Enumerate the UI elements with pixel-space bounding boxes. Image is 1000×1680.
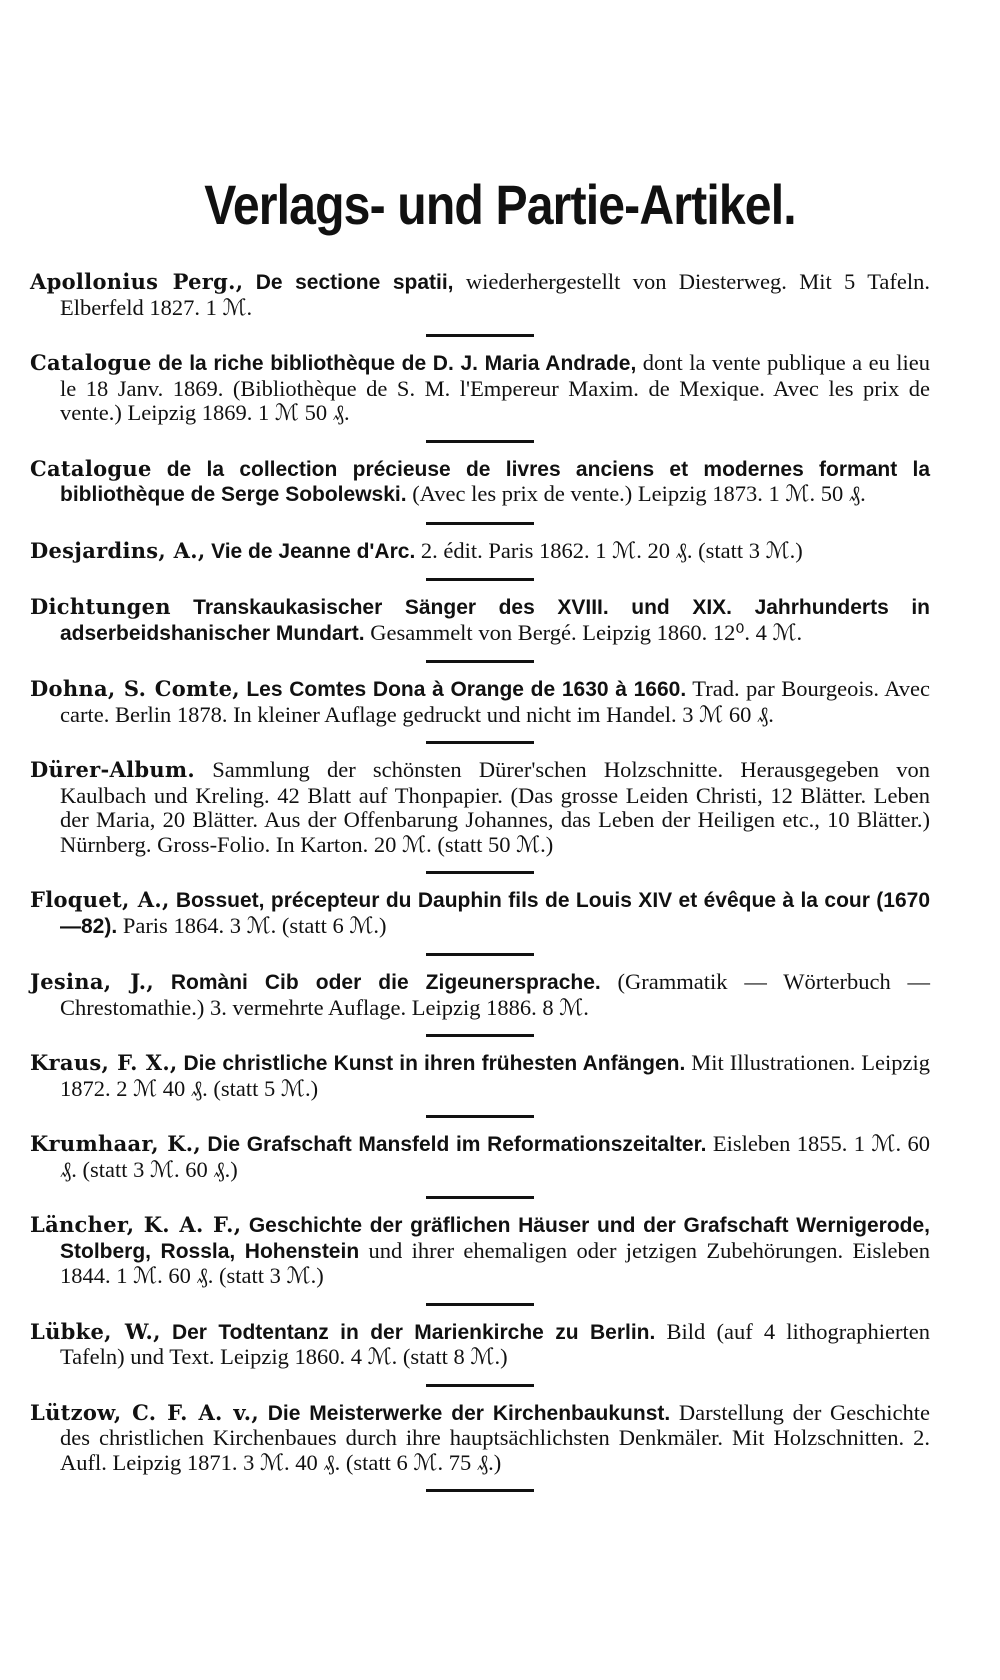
entry-details: (Grammatik — Wörterbuch — Chrestomathie.) 3. vermehrte Auflage. Leipzig 1886. 8 ℳ. (60, 969, 931, 1020)
entry-author: Dohna, S. Comte, (30, 676, 240, 701)
catalogue-entry (30, 1132, 930, 1182)
separator-rule (426, 440, 534, 443)
separator-rule (426, 660, 534, 663)
entry-title: Geschichte der gräflichen Häuser und der Grafschaft Wernigerode, Stolberg, Rossla, Hohenstein (60, 1214, 931, 1263)
separator-rule (426, 578, 534, 581)
entry-details: Eisleben 1855. 1 ℳ. 60 ₰. (statt 3 ℳ. 60 ₰.) (60, 1131, 931, 1182)
entry-author: Dichtungen (30, 594, 171, 619)
separator-rule (426, 1384, 534, 1387)
catalogue-entry (30, 595, 930, 646)
entry-details: und ihrer ehemaligen oder jetzigen Zubehörungen. Eisleben 1844. 1 ℳ. 60 ₰. (statt 3 ℳ.) (60, 1237, 930, 1288)
separator-rule (426, 953, 534, 956)
entry-details: (Avec les prix de vente.) Leipzig 1873. 1 ℳ. 50 ₰. (412, 481, 866, 506)
separator-rule (426, 334, 534, 337)
page-title: Verlags- und Partie-Artikel. (204, 173, 796, 236)
catalogue-entry (30, 758, 930, 857)
entry-title: Die christliche Kunst in ihren frühesten Anfängen. (183, 1052, 686, 1075)
entry-details: dont la vente publique a eu lieu le 18 Janv. 1869. (Bibliothèque de S. M. l'Empereur Maxim. de Mexique. Avec les prix de vente.) Leipzig 1869. 1 ℳ 50 ₰. (60, 350, 931, 425)
separator-rule (426, 741, 534, 744)
entry-author: Catalogue (30, 455, 152, 481)
catalogue-entry (30, 1213, 930, 1289)
entry-author: Dürer-Album. (30, 757, 196, 782)
entry-author: Floquet, A., (30, 887, 170, 912)
separator-rule (426, 1303, 534, 1306)
entry-author: Lützow, C. F. A. v., (30, 1399, 259, 1425)
separator-rule (426, 1115, 534, 1118)
entry-title: Transkaukasischer Sänger des XVIII. und XIX. Jahrhunderts in adserbeidshanischer Mundart. (60, 596, 930, 645)
entry-title: Vie de Jeanne d'Arc. (211, 539, 416, 563)
entry-title: de la riche bibliothèque de D. J. Maria Andrade, (158, 352, 637, 375)
catalogue-entry (30, 1320, 930, 1370)
separator-rule (426, 1489, 534, 1492)
entry-author: Krumhaar, K., (30, 1131, 201, 1156)
separator-rule (426, 1196, 534, 1199)
catalogue-entry (30, 970, 930, 1020)
catalogue-entry (30, 351, 930, 426)
entry-title: Les Comtes Dona à Orange de 1630 à 1660. (246, 678, 687, 701)
entry-details: Darstellung der Geschichte des christlichen Kirchenbaues durch ihre hauptsächlichsten Denkmäler. Mit Holzschnitten. 2. Aufl. Leipzig 1871. 3 ℳ. 40 ₰. (statt 6 ℳ. 75 ₰.) (60, 1399, 930, 1475)
catalogue-entry (30, 539, 930, 565)
entry-details: 2. édit. Paris 1862. 1 ℳ. 20 ₰. (statt 3 ℳ.) (420, 537, 803, 563)
entry-details: Mit Illustrationen. Leipzig 1872. 2 ℳ 40 ₰. (statt 5 ℳ.) (60, 1050, 931, 1101)
entry-author: Läncher, K. A. F., (30, 1212, 242, 1237)
catalogue-entry (30, 677, 930, 727)
entry-author: Catalogue (30, 350, 152, 375)
entry-author: Kraus, F. X., (30, 1050, 178, 1075)
separator-rule (426, 522, 534, 525)
entry-title: Der Todtentanz in der Marienkirche zu Berlin. (171, 1320, 656, 1344)
entry-author: Lübke, W., (30, 1318, 161, 1344)
entry-details: Gesammelt von Bergé. Leipzig 1860. 12⁰. 4 ℳ. (370, 619, 803, 645)
entry-author: Apollonius Perg., (30, 269, 244, 294)
separator-rule (426, 1034, 534, 1037)
entry-details: Paris 1864. 3 ℳ. (statt 6 ℳ.) (122, 912, 387, 938)
entry-title: De sectione spatii, (255, 271, 454, 294)
catalogue-entry (30, 1051, 930, 1101)
entry-title: Bossuet, précepteur du Dauphin fils de Louis XIV et évêque à la cour (1670—82). (60, 889, 931, 938)
entry-title: Die Grafschaft Mansfeld im Reformationszeitalter. (207, 1133, 707, 1156)
catalogue-entry (30, 457, 930, 508)
catalogue-entry (30, 270, 930, 320)
catalogue-list (30, 270, 930, 1506)
entry-details: Trad. par Bourgeois. Avec carte. Berlin 1878. In kleiner Auflage gedruckt und nicht im Handel. 3 ℳ 60 ₰. (60, 676, 931, 727)
entry-details: Bild (auf 4 lithographierten Tafeln) und Text. Leipzig 1860. 4 ℳ. (statt 8 ℳ.) (60, 1318, 931, 1369)
entry-title: de la collection précieuse de livres anciens et modernes formant la bibliothèque de Serge Sobolewski. (60, 457, 931, 506)
catalogue-entry (30, 1401, 930, 1476)
entry-title: Romàni Cib oder die Zigeunersprache. (170, 971, 601, 994)
entry-title: Die Meisterwerke der Kirchenbaukunst. (267, 1401, 671, 1425)
entry-details: Sammlung der schönsten Dürer'schen Holzschnitte. Herausgegeben von Kaulbach und Kreling. 42 Blatt auf Thonpapier. (Das grosse Leiden Christi, 12 Blätter. Leben der Maria, 20 Blätter. Aus der Offenbarung Johannes, das Leben der Heiligen etc., 10 Blätter.) Nürnberg. Gross-Folio. In Karton. 20 ℳ. (statt 50 ℳ.) (60, 757, 931, 857)
separator-rule (426, 871, 534, 874)
catalogue-entry (30, 888, 930, 939)
entry-author: Jesina, J., (30, 969, 155, 994)
entry-author: Desjardins, A., (30, 537, 206, 563)
entry-details: wiederhergestellt von Diesterweg. Mit 5 Tafeln. Elberfeld 1827. 1 ℳ. (60, 269, 930, 320)
